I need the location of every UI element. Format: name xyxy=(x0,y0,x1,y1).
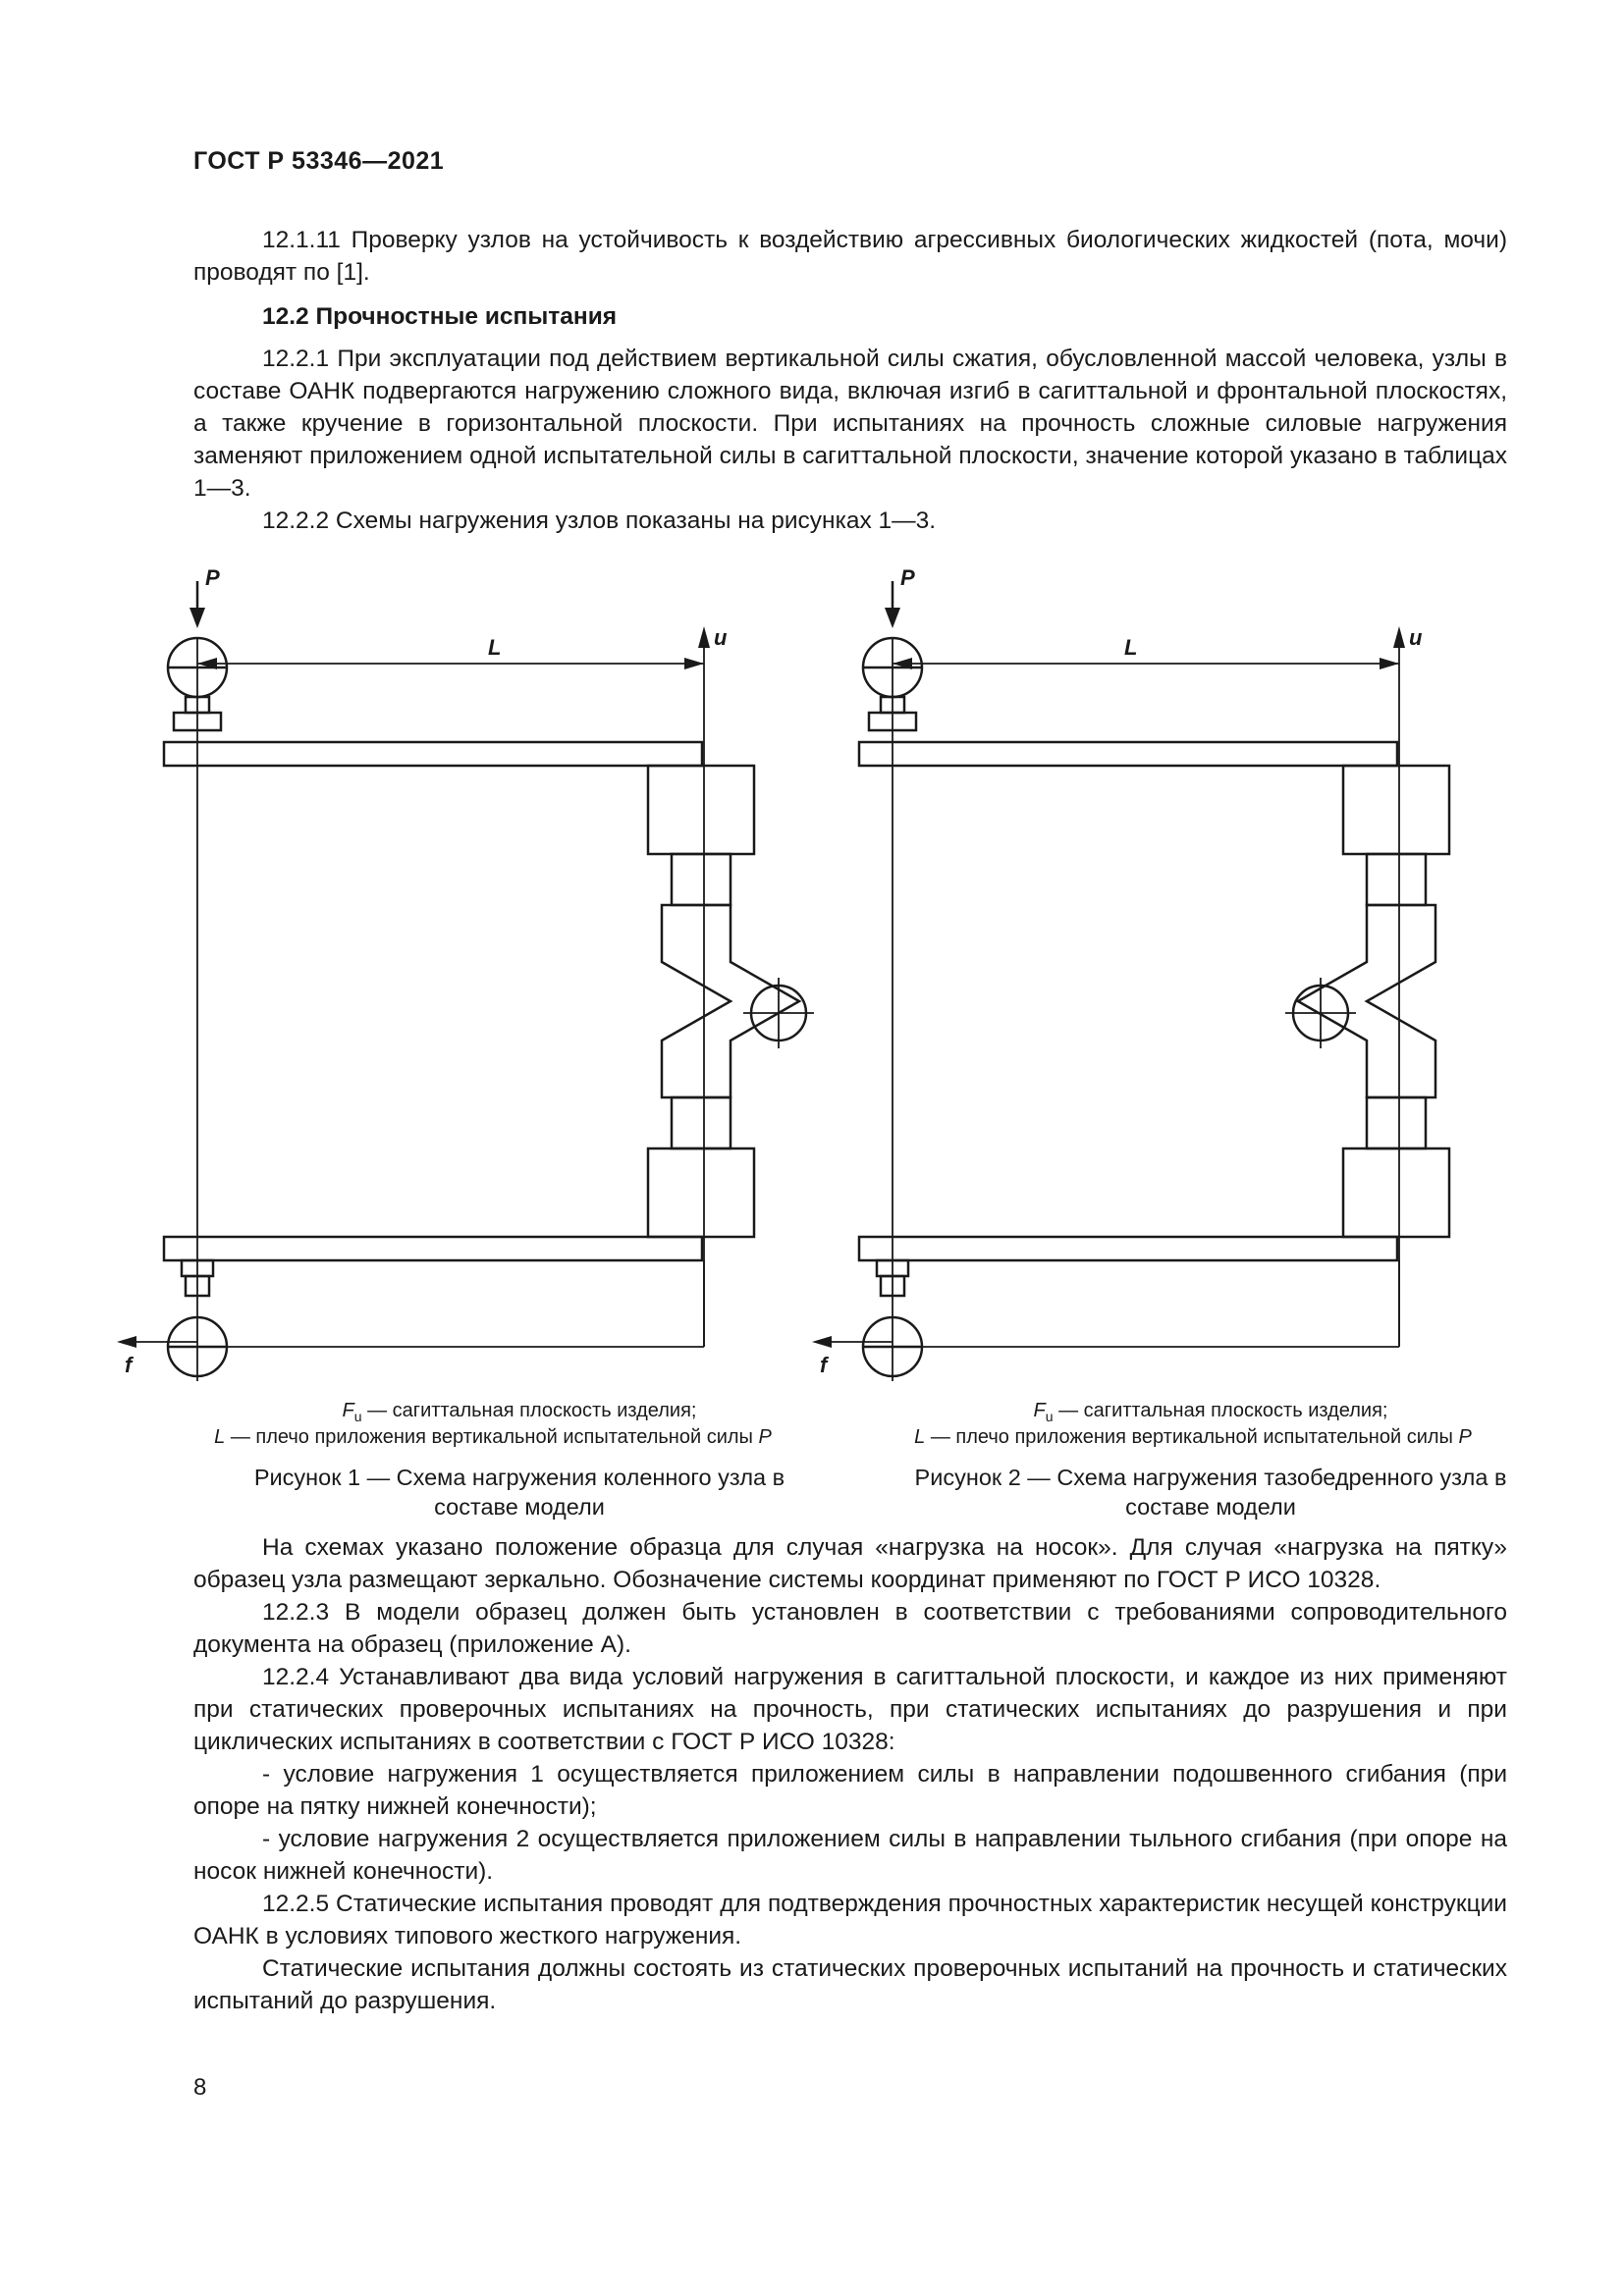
hip-joint-body xyxy=(1298,905,1435,1097)
figure-2-legend-l: L — плечо приложения вертикальной испытательной силы P xyxy=(914,1426,1472,1448)
bottom-text-block xyxy=(193,1531,1507,2017)
figure-1-legend-fu: $F_u$ — сагиттальная плоскость изделия; xyxy=(342,1400,697,1424)
figure-1-diagram xyxy=(125,561,841,1396)
paragraph-12-2-3: 12.2.3 В модели образец должен быть установлен в соответствии с требованиями сопроводительного документа на образец (приложение А). xyxy=(193,1599,1507,1658)
figure-2-diagram xyxy=(820,561,1537,1396)
figure-1-caption: Рисунок 1 — Схема нагружения коленного узла в составе модели xyxy=(253,1465,785,1520)
paragraph-12-2-5: 12.2.5 Статические испытания проводят для подтверждения прочностных характеристик несущей конструкции ОАНК в условиях типового жесткого нагружения. xyxy=(193,1891,1507,1949)
paragraph-mirror-note: На схемах указано положение образца для случая «нагрузка на носок». Для случая «нагрузка на пятку» образец узла размещают зеркально. Обозначение системы координат применяют по ГОСТ Р ИСО 10328. xyxy=(193,1534,1507,1593)
bottom-plate xyxy=(859,1237,1397,1260)
paragraph-12-1-11: 12.1.11 Проверку узлов на устойчивость к воздействию агрессивных биологических жидкостей (пота, мочи) проводят по [1]. xyxy=(193,227,1507,286)
figure-2-legend-fu: $F_u$ — сагиттальная плоскость изделия; xyxy=(1033,1400,1388,1424)
top-plate xyxy=(859,742,1397,766)
figure-2-caption: Рисунок 2 — Схема нагружения тазобедренного узла в составе модели xyxy=(914,1465,1507,1520)
upper-pylon xyxy=(1343,766,1449,854)
lower-pylon xyxy=(1343,1148,1449,1237)
l-arrow-right xyxy=(684,658,704,669)
paragraph-12-2-4: 12.2.4 Устанавливают два вида условий нагружения в сагиттальной плоскости, и каждое из них применяют при статических проверочных испытаниях на прочность, при статических испытаниях до разрушения и при циклических испытаниях в соответствии с ГОСТ Р ИСО 10328: xyxy=(193,1664,1507,1755)
p-label: P xyxy=(205,565,220,590)
p-label: P xyxy=(900,565,915,590)
paragraph-12-2-1: 12.2.1 При эксплуатации под действием вертикальной силы сжатия, обусловленной массой человека, узлы в составе ОАНК подвергаются нагружению сложного вида, включая изгиб в сагиттальной и фронтальной плоскостях, а также кручение в горизонтальной плоскости. При испытаниях на прочность сложные силовые нагружения заменяют приложением одной испытательной силы в сагиттальной плоскости, значение которой указано в таблицах 1—3. xyxy=(193,346,1507,502)
figures-row xyxy=(125,561,1507,1523)
lower-adapter xyxy=(672,1097,731,1148)
page-number: 8 xyxy=(193,2074,207,2101)
paragraph-12-2-2: 12.2.2 Схемы нагружения узлов показаны на рисунках 1—3. xyxy=(262,507,937,534)
section-heading-12-2: 12.2 Прочностные испытания xyxy=(262,303,618,330)
f-arrow-head xyxy=(117,1336,136,1348)
u-label: u xyxy=(1409,625,1423,650)
figure-1 xyxy=(125,561,841,1523)
lower-pylon xyxy=(648,1148,754,1237)
figure-1-legend-l: L — плечо приложения вертикальной испытательной силы P xyxy=(214,1426,772,1448)
paragraph-static-tests: Статические испытания должны состоять из статических проверочных испытаний на прочность и статических испытаний до разрушения. xyxy=(193,1955,1507,2014)
u-arrow-head xyxy=(698,626,710,648)
list-item-condition-2: - условие нагружения 2 осуществляется приложением силы в направлении тыльного сгибания (при опоре на носок нижней конечности). xyxy=(193,1826,1507,1885)
bottom-plate xyxy=(164,1237,702,1260)
l-label: L xyxy=(1124,635,1138,660)
document-header: ГОСТ Р 53346—2021 xyxy=(193,147,445,175)
upper-adapter xyxy=(672,854,731,905)
top-plate xyxy=(164,742,702,766)
p-arrow-head xyxy=(189,608,205,628)
list-item-condition-1: - условие нагружения 1 осуществляется приложением силы в направлении подошвенного сгибания (при опоре на пятку нижней конечности); xyxy=(193,1761,1507,1820)
f-label: f xyxy=(125,1353,133,1377)
top-text-block xyxy=(193,224,1507,537)
f-label: f xyxy=(820,1353,828,1377)
u-label: u xyxy=(714,625,728,650)
upper-pylon xyxy=(648,766,754,854)
figure-2 xyxy=(820,561,1537,1523)
l-label: L xyxy=(488,635,502,660)
